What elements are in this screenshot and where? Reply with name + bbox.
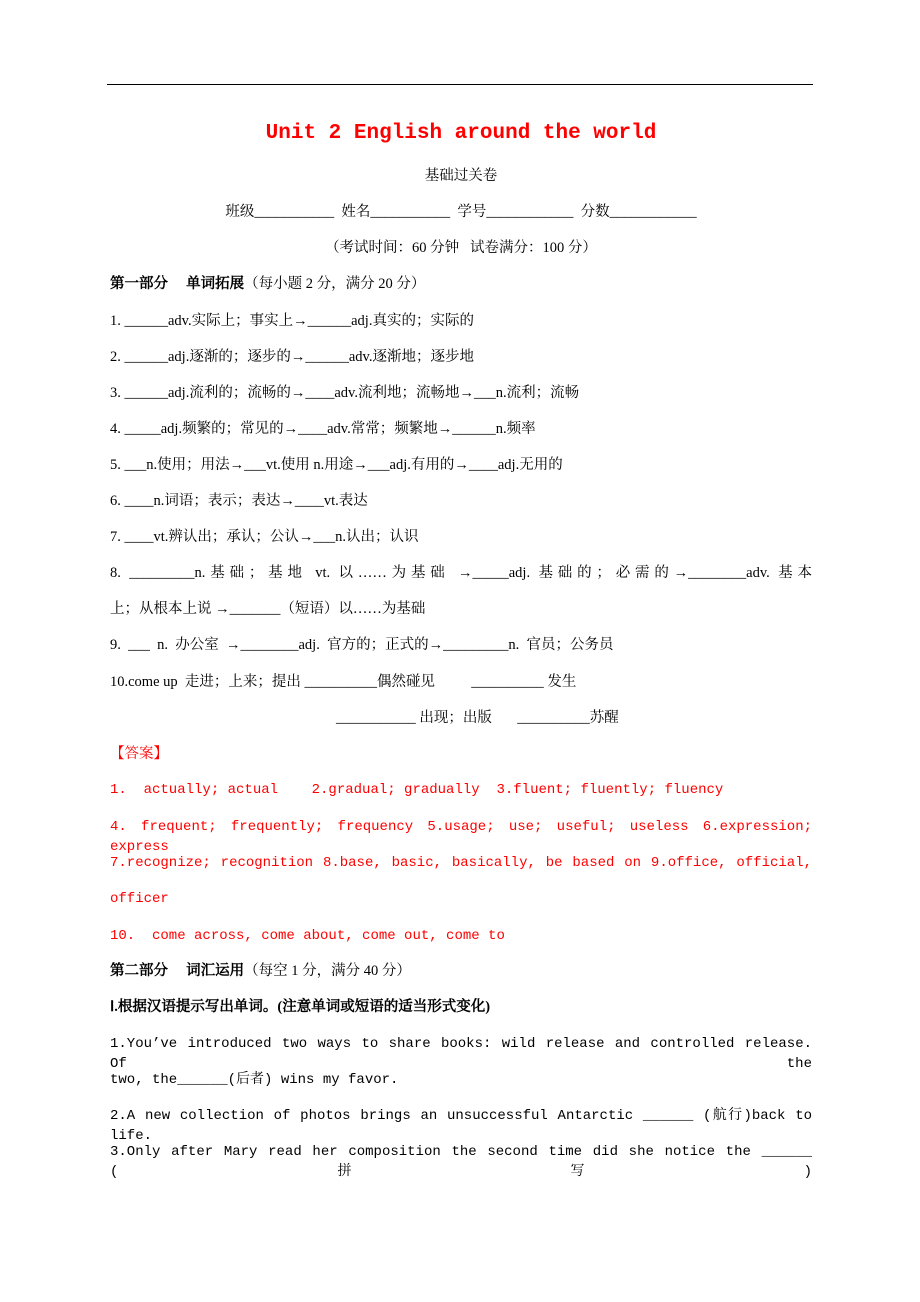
part2-title: 第二部分 词汇运用 bbox=[110, 963, 245, 979]
list-item: 10.come up 走进；上来；提出 __________偶然碰见 __________ 发生 bbox=[110, 674, 577, 690]
list-item: 5. ___n.使用；用法→___vt.使用 n.用途→___adj.有用的→____adj.无用的 bbox=[110, 457, 563, 473]
list-item-continued: 上；从根本上说 →_______（短语）以……为基础 bbox=[110, 601, 426, 617]
list-item: 2. ______adj.逐渐的；逐步的→______adv.逐渐地；逐步地 bbox=[110, 349, 474, 365]
question: 1.You’ve introduced two ways to share books: wild release and controlled release. Of the bbox=[110, 1036, 812, 1072]
answer-line: 10. come across, come about, come out, come to bbox=[110, 928, 505, 944]
answer-line: 7.recognize; recognition 8.base, basic, basically, be based on 9.office, official, bbox=[110, 855, 812, 871]
subtitle: 基础过关卷 bbox=[424, 168, 498, 184]
list-item: 9. ___ n. 办公室 →________adj. 官方的；正式的→_________n. 官员；公务员 bbox=[110, 637, 614, 653]
question: 3.Only after Mary read her composition the second time did she notice the ______ (拼写) bbox=[110, 1144, 812, 1180]
list-item: 1. ______adv.实际上；事实上→______adj.真实的；实际的 bbox=[110, 313, 474, 329]
list-item-continued: ___________ 出现；出版 __________苏醒 bbox=[336, 710, 619, 726]
exam-info: （考试时间：60 分钟 试卷满分：100 分） bbox=[325, 240, 597, 256]
student-info-fields: 班级___________ 姓名___________ 学号____________ 分数____________ bbox=[225, 204, 697, 220]
part1-note: （每小题 2 分，满分 20 分） bbox=[244, 276, 426, 292]
part2-note: （每空 1 分，满分 40 分） bbox=[244, 963, 411, 979]
answer-line: 1. actually; actual 2.gradual; gradually 3.fluent; fluently; fluency bbox=[110, 782, 724, 798]
list-item: 8. _________n.基础；基地 vt. 以……为基础 →_____adj. 基础的；必需的→________adv. 基本 bbox=[110, 565, 812, 581]
question: 2.A new collection of photos brings an unsuccessful Antarctic ______ (航行)back to life. bbox=[110, 1108, 812, 1144]
list-item: 6. ____n.词语；表示；表达→____vt.表达 bbox=[110, 493, 368, 509]
answer-line: 4. frequent; frequently; frequency 5.usage; use; useful; useless 6.expression; express bbox=[110, 819, 812, 855]
question-continued: two, the______(后者) wins my favor. bbox=[110, 1072, 399, 1088]
part1-heading bbox=[110, 274, 812, 294]
part2-heading bbox=[110, 961, 812, 981]
list-item: 4. _____adj.频繁的；常见的→____adv.常常；频繁地→______n.频率 bbox=[110, 421, 536, 437]
answer-line: officer bbox=[110, 891, 169, 907]
answer-label: 【答案】 bbox=[110, 746, 168, 762]
list-item: 3. ______adj.流利的；流畅的→____adv.流利地；流畅地→___n.流利；流畅 bbox=[110, 385, 580, 401]
part1-title: 第一部分 单词拓展 bbox=[110, 276, 245, 292]
section-i-instruction: Ⅰ.根据汉语提示写出单词。(注意单词或短语的适当形式变化) bbox=[110, 999, 491, 1015]
header-rule bbox=[107, 84, 813, 85]
document-title: Unit 2 English around the world bbox=[265, 122, 657, 145]
list-item: 7. ____vt.辨认出；承认；公认→___n.认出；认识 bbox=[110, 529, 419, 545]
